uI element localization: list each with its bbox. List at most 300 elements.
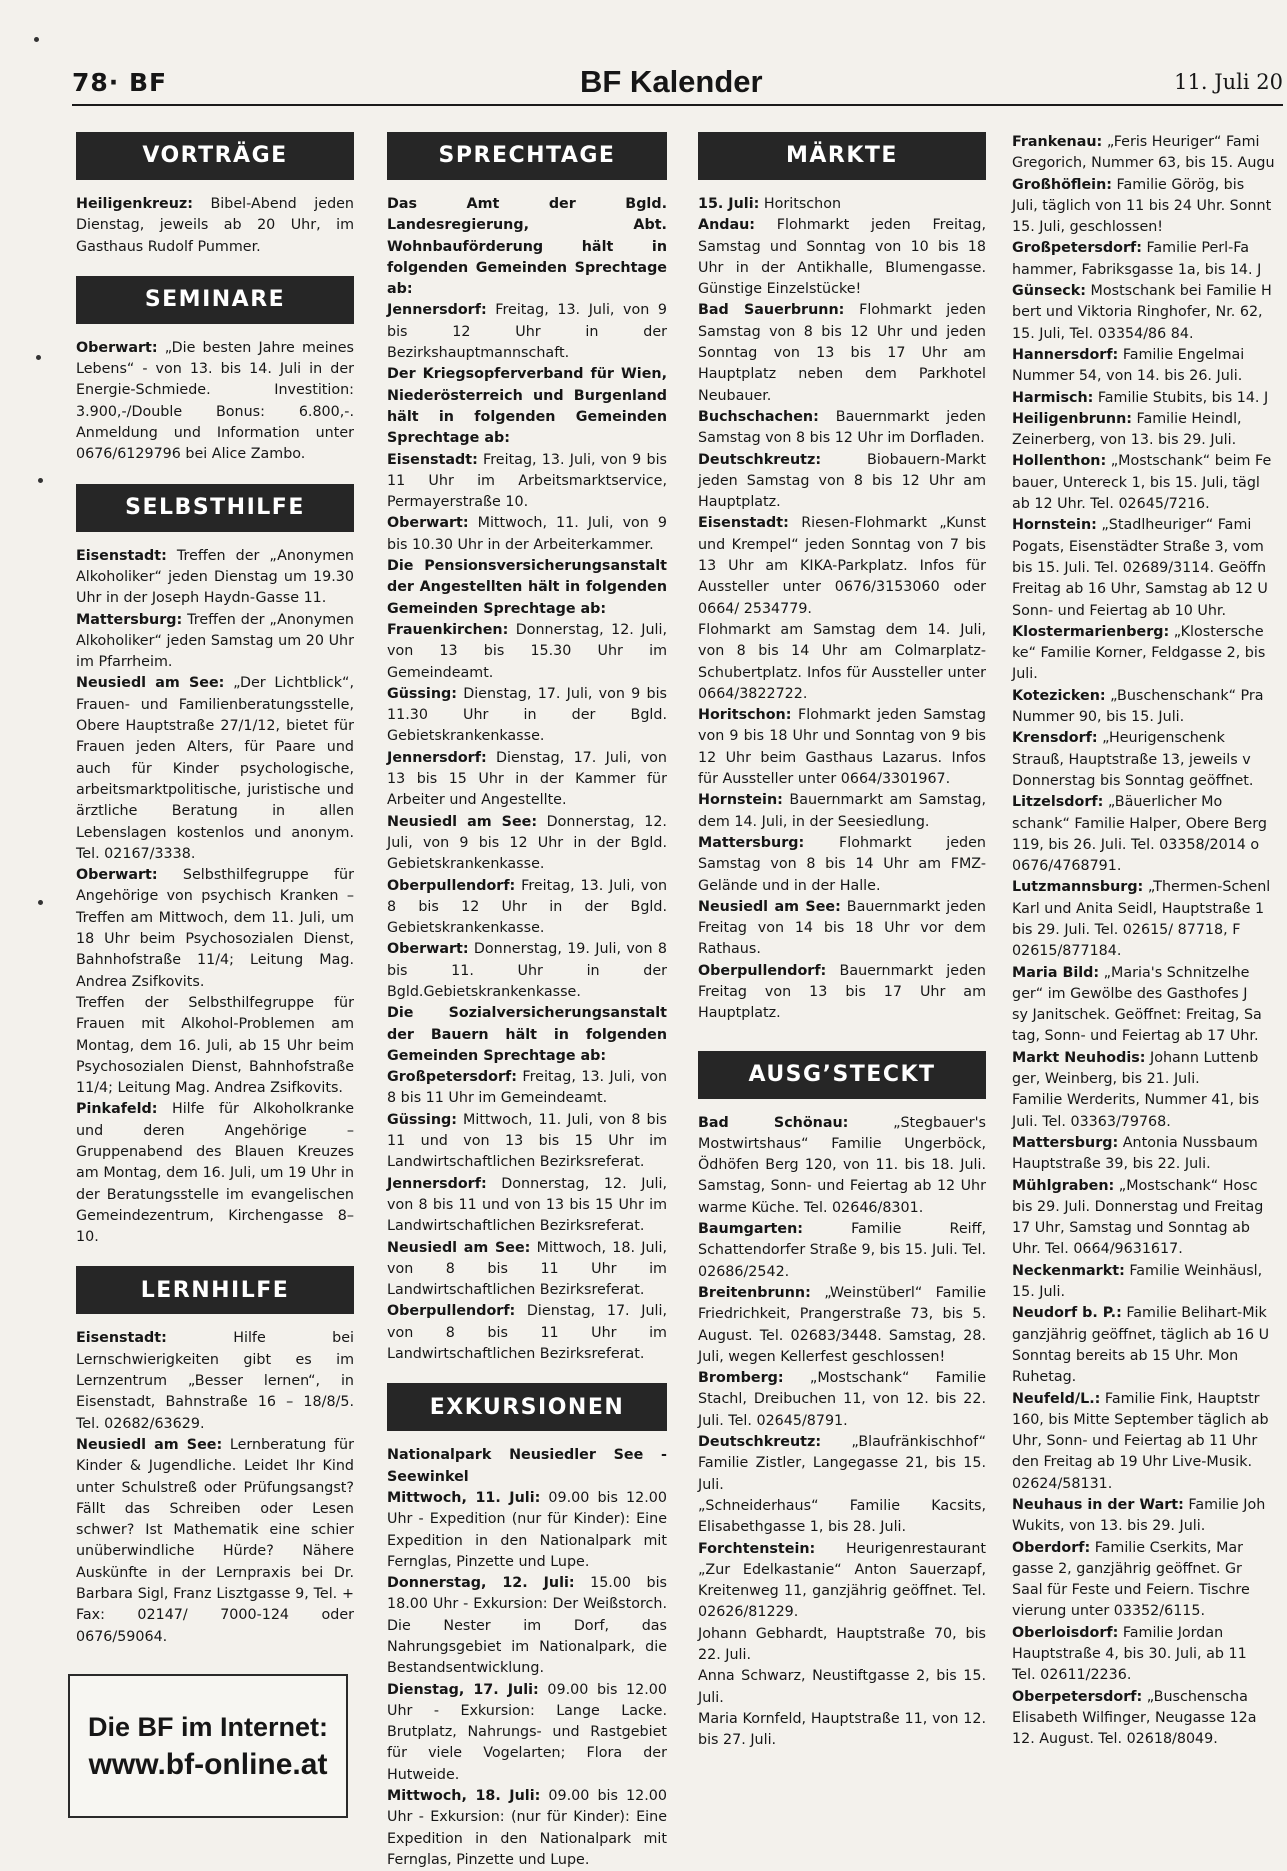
listing-text: Lernberatung für Kinder & Jugendliche. Leidet Ihr Kind unter Schulstreß oder Prüfungsangst? Fällt das Schreiben oder Lesen schwer? Ist Mathematik eine schier unüberwindliche Hürde? Nähere Auskünfte in der Lernpraxis bei Dr. Barbara Sigl, Franz Lisztgasse 9, Tel. + Fax: 02147/ 7000-124 oder 0676/59064. [76,1436,354,1645]
listing-text: Bauernmarkt jeden Samstag von 8 bis 12 Uhr im Dorfladen. [698,408,986,447]
seminare-list [76,338,354,466]
listing-text: Johann Gebhardt, Hauptstraße 70, bis 22. Juli. [698,1625,986,1663]
listing-line [1012,1325,1287,1346]
listing-entry [698,300,986,406]
listing-place: Bad Sauerbrunn: [698,302,845,319]
page-header [72,62,1283,106]
listing-place: Deutschkreutz: [698,451,822,468]
listing-place: Oberwart: [76,339,158,356]
listing-text: Strauß, Hauptstraße 13, jeweils v [1012,751,1251,768]
listing-entry [698,705,986,790]
listing-entry [387,684,667,748]
listing-place: Neuhaus in der Wart: [1012,1497,1184,1513]
listing-text: hammer, Fabriksgasse 1a, bis 14. J [1012,261,1262,278]
listing-entry [387,300,667,364]
listing-text: Hauptstraße 4, bis 30. Juli, ab 11 [1012,1646,1247,1663]
listing-line [1012,1069,1287,1090]
listing-place: Neudorf b. P.: [1012,1305,1122,1322]
listing-text: Familie Engelmai [1118,346,1245,363]
listing-line [1012,409,1287,430]
listing-text: Bauernmarkt jeden Freitag von 14 bis 18 Uhr vor dem Rathaus. [698,898,986,958]
listing-line [1012,473,1287,494]
listing-line [1012,1729,1287,1750]
listing-line [1012,792,1287,813]
listing-text: Zeinerberg, von 13. bis 29. Juli. [1012,432,1237,449]
listing-text: Johann Luttenb [1145,1049,1259,1066]
listing-line [1012,324,1287,345]
listing-text: 15. Juli. [1012,1284,1066,1301]
listing-text: Familie Belihart-Mik [1121,1305,1267,1322]
listing-line [1012,1239,1287,1260]
listing-entry [698,215,986,300]
ausgsteckt-list [698,1113,986,1752]
listing-line [1012,366,1287,387]
listing-place: Mittwoch, 18. Juli: [387,1788,541,1805]
listing-place: Litzelsdorf: [1012,794,1104,811]
section-heading-exkursionen: EXKURSIONEN [387,1383,667,1431]
listing-line [1012,771,1287,792]
listing-text: Maria Kornfeld, Hauptstraße 11, von 12. bis 27. Juli. [698,1710,986,1749]
listing-text: „Schneiderhaus“ Familie Kacsits, Elisabethgasse 1, bis 28. Juli. [698,1497,986,1536]
listing-text: Horitschon [759,196,842,212]
listing-line [1012,430,1287,451]
listing-place: Baumgarten: [698,1221,803,1238]
listing-line [1012,1197,1287,1218]
listing-line [1012,1389,1287,1410]
section-heading-ausgsteckt: AUSG’STECKT [698,1051,986,1099]
listing-text: bert und Viktoria Ringhofer, Nr. 62, [1012,304,1263,321]
website-link[interactable]: www.bf-online.at [88,1747,328,1781]
listing-place: Jennersdorf: [387,1175,487,1192]
maerkte-list [698,194,986,1025]
listing-text: „Buschenschank“ Pra [1105,687,1264,704]
listing-entry [387,1238,667,1302]
listing-place: Die Pensionsversicherungsanstalt der Angestellten hält in folgenden Gemeinden Sprechtage ab: [387,558,667,617]
listing-line [1012,664,1287,685]
listing-text: Gregorich, Nummer 63, bis 15. Augu [1012,155,1275,172]
listing-entry [698,1624,986,1667]
listing-place: Eisenstadt: [76,547,167,564]
listing-line [1012,622,1287,643]
listing-text: Mostschank bei Familie H [1086,283,1272,300]
listing-text: Familie Weinhäusl, [1124,1262,1263,1279]
listing-line [1012,1580,1287,1601]
listing-place: Großpetersdorf: [387,1069,517,1086]
listing-place: 15. Juli: [698,196,760,212]
listing-text: Familie Görög, bis [1111,176,1245,193]
listing-line [1012,1048,1287,1069]
listing-entry [698,407,986,450]
listing-place: Hollenthon: [1012,453,1107,470]
listing-line [1012,1601,1287,1622]
listing-line [1012,1218,1287,1239]
listing-place: Bromberg: [698,1370,784,1387]
listing-place: Großpetersdorf: [1012,240,1142,257]
listing-text: Donnerstag bis Sonntag geöffnet. [1012,772,1254,789]
listing-text: 12. August. Tel. 02618/8049. [1012,1731,1218,1748]
listing-text: „Der Lichtblick“, Frauen- und Familienberatungsstelle, Obere Hauptstraße 27/1/12, bietet für Frauen jeden Alters, für Paare und auch für Kinder psychologische, arbeitsmarktpolitische, juristische und ärztliche Beratung in allen Lebenslagen kostenlos und anonym. Tel. 02167/3338. [76,675,354,862]
listing-text: Familie Perl-Fa [1141,240,1249,257]
column-1 [76,130,354,1818]
listing-text: „Mostschank“ Hosc [1114,1177,1258,1194]
listing-text: Elisabeth Wilfinger, Neugasse 12a [1012,1709,1257,1726]
listing-line [1012,1559,1287,1580]
listing-text: Tel. 02611/2236. [1012,1667,1132,1684]
listing-entry [387,1680,667,1786]
listing-text: 160, bis Mitte September täglich ab [1012,1411,1269,1428]
listing-line [1012,1154,1287,1175]
listing-line [1012,856,1287,877]
listing-entry [387,513,667,556]
listing-text: 17 Uhr, Samstag und Sonntag ab [1012,1220,1250,1237]
listing-text: 119, bis 26. Juli. Tel. 03358/2014 o [1012,836,1260,853]
listing-entry [698,450,986,514]
listing-entry [387,1174,667,1238]
listing-text: schank“ Familie Halper, Obere Berg [1012,815,1267,832]
listing-text: Nummer 90, bis 15. Juli. [1012,709,1185,726]
lernhilfe-list [76,1328,354,1647]
listing-line [1012,558,1287,579]
listing-entry [387,1003,667,1067]
listing-text: Riesen-Flohmarkt „Kunst und Krempel“ jeden Sonntag von 7 bis 13 Uhr am KIKA-Parkplatz. Infos für Aussteller unter 0676/3153060 oder 0664/ 2534779. [698,515,986,617]
listing-text: Dienstag, 17. Juli, von 13 bis 15 Uhr in der Kammer für Arbeiter und Angestellte. [387,749,667,809]
listing-text: Donnerstag, 12. Juli, von 8 bis 11 und von 13 bis 15 Uhr im Landwirtschaftlichen Bezirksreferat. [387,1175,667,1235]
listing-text: Sonn- und Feiertag ab 10 Uhr. [1012,602,1227,619]
listing-text: Familie Werderits, Nummer 41, bis [1012,1092,1260,1109]
listing-text: „Klostersche [1169,623,1264,640]
listing-line [1012,1090,1287,1111]
listing-text: Flohmarkt jeden Samstag von 8 bis 14 Uhr am FMZ-Gelände und in der Halle. [698,834,986,894]
column-4-continuation [1012,132,1287,1751]
listing-entry [387,876,667,940]
listing-line [1012,1005,1287,1026]
listing-entry [698,1219,986,1283]
listing-text: gasse 2, ganzjährig geöffnet. Gr [1012,1560,1242,1577]
listing-place: Oberwart: [387,515,469,532]
listing-text: Dienstag, 17. Juli, von 9 bis 11.30 Uhr in der Bgld. Gebietskrankenkasse. [387,685,667,745]
listing-text: 09.00 bis 12.00 Uhr - Exkursion: Lange Lacke. Brutplatz, Nahrungs- und Rastgebiet für viele Vogelarten; Flora der Hutweide. [387,1681,667,1783]
listing-entry [387,1445,667,1488]
listing-text: Juli, täglich von 11 bis 24 Uhr. Sonnt [1012,197,1272,214]
listing-line [1012,1495,1287,1516]
listing-line [1012,281,1287,302]
listing-text: ke“ Familie Korner, Feldgasse 2, bis [1012,645,1266,662]
listing-text: Biobauern-Markt jeden Samstag von 8 bis 12 Uhr am Hauptplatz. [698,451,986,511]
listing-line [1012,1410,1287,1431]
listing-place: Eisenstadt: [387,451,478,468]
listing-text: Karl und Anita Seidl, Hauptstraße 1 [1012,900,1265,917]
listing-text: ganzjährig geöffnet, täglich ab 16 U [1012,1326,1270,1343]
listing-line [1012,835,1287,856]
listing-text: Wukits, von 13. bis 29. Juli. [1012,1518,1206,1535]
listing-place: Eisenstadt: [698,515,789,532]
listing-text: bis 15. Juli. Tel. 02689/3114. Geöffn [1012,559,1267,576]
listing-line [1012,1026,1287,1047]
listing-entry [387,1110,667,1174]
listing-text: „Stegbauer's Mostwirtshaus“ Familie Ungerböck, Ödhöfen Berg 120, von 11. bis 18. Juli. Samstag, Sonn- und Feiertag ab 12 Uhr warme Küche. Tel. 02646/8301. [698,1114,986,1216]
listing-text: Antonia Nussbaum [1118,1134,1258,1151]
section-heading-vortraege: VORTRÄGE [76,132,354,180]
listing-place: Oberdorf: [1012,1539,1091,1556]
listing-text: Familie Stubits, bis 14. J [1093,389,1269,406]
listing-line [1012,1367,1287,1388]
listing-line [1012,1538,1287,1559]
listing-entry [76,865,354,993]
listing-line [1012,217,1287,238]
listing-text: Freitag, 13. Juli, von 8 bis 12 Uhr in der Bgld. Gebietskrankenkasse. [387,877,667,937]
listing-text: Familie Reiff, Schattendorfer Straße 9, bis 15. Juli. Tel. 02686/2542. [698,1221,986,1280]
listing-text: 15. Juli, geschlossen! [1012,219,1164,236]
listing-text: Treffen der Selbsthilfegruppe für Frauen mit Alkohol-Problemen am Montag, dem 16. Juli, ab 15 Uhr beim Psychosozialen Dienst, Bahnhofstraße 11/4; Leitung Mag. Andrea Zsifkovits. [76,994,354,1097]
listing-entry [698,1368,986,1432]
listing-place: Oberwart: [387,941,469,958]
listing-text: tag, Sonn- und Feiertag ab 17 Uhr. [1012,1028,1259,1045]
listing-text: ger“ im Gewölbe des Gasthofes J [1012,985,1248,1002]
listing-text: „Bäuerlicher Mo [1103,794,1223,811]
listing-entry [387,1067,667,1110]
column-3 [698,130,986,1751]
listing-line [1012,920,1287,941]
listing-line [1012,750,1287,771]
listing-line [1012,196,1287,217]
listing-text: Juli. [1012,666,1038,683]
listing-line [1012,707,1287,728]
page-number: 78· BF [72,68,168,97]
scan-speck [36,355,41,360]
listing-text: Bibel-Abend jeden Dienstag, jeweils ab 20 Uhr, im Gasthaus Rudolf Pummer. [76,196,354,255]
listing-text: „Stadlheuriger“ Fami [1096,517,1252,534]
listing-text: Freitag ab 16 Uhr, Samstag ab 12 U [1012,581,1268,598]
section-heading-seminare: SEMINARE [76,276,354,324]
scan-speck [38,900,43,905]
listing-place: Oberloisdorf: [1012,1624,1119,1641]
listing-place: Jennersdorf: [387,749,487,766]
listing-text: Juli. Tel. 03363/79768. [1012,1113,1171,1130]
listing-entry [387,1786,667,1871]
section-heading-maerkte: MÄRKTE [698,132,986,180]
listing-text: „Mostschank“ Familie Stachl, Dreibuchen 11, von 12. bis 22. Juli. Tel. 02645/8791. [698,1370,986,1429]
listing-line [1012,260,1287,281]
listing-text: 09.00 bis 12.00 Uhr - Exkursion: (nur für Kinder): Eine Expedition in den Nationalpark mit Fernglas, Pinzette und Lupe. [387,1788,667,1868]
listing-text: Hilfe bei Lernschwierigkeiten gibt es im Lernzentrum „Besser lernen“, in Eisenstadt, Bahnstraße 16 – 18/8/5. Tel. 02682/63629. [76,1330,354,1432]
listing-place: Neusiedl am See: [387,1239,531,1256]
listing-entry [387,450,667,514]
listing-text: Flohmarkt jeden Samstag von 8 bis 12 Uhr und jeden Sonntag von 13 bis 17 Uhr am Hauptplatz neben dem Parkhotel Neubauer. [698,302,986,404]
listing-entry [698,1666,986,1709]
sprechtage-list [387,194,667,1365]
listing-text: Heurigenrestaurant „Zur Edelkastanie“ Anton Sauerzapf, Kreitenweg 11, ganzjährig geöffnet. Tel. 02626/81229. [698,1540,986,1621]
listing-text: Flohmarkt jeden Samstag von 9 bis 18 Uhr und Sonntag von 9 bis 12 Uhr beim Gasthaus Lazarus. Infos für Aussteller unter 0664/3301967. [698,707,986,788]
listing-place: Maria Bild: [1012,964,1100,981]
listing-place: Donnerstag, 12. Juli: [387,1575,575,1592]
listing-entry [387,620,667,684]
listing-entry [698,620,986,705]
listing-text: Uhr. Tel. 0664/9631617. [1012,1241,1183,1258]
listing-text: ger, Weinberg, bis 21. Juli. [1012,1071,1200,1088]
listing-line [1012,175,1287,196]
listing-place: Die Sozialversicherungsanstalt der Bauern hält in folgenden Gemeinden Sprechtage ab: [387,1005,667,1064]
listing-entry [387,939,667,1003]
listing-place: Güssing: [387,685,457,702]
listing-place: Jennersdorf: [387,302,487,319]
internet-promo-box [68,1674,348,1818]
listing-entry [387,812,667,876]
listing-text: Mittwoch, 18. Juli, von 8 bis 11 Uhr im Landwirtschaftlichen Bezirksreferat. [387,1239,667,1299]
listing-text: Freitag, 13. Juli, von 9 bis 11 Uhr im Arbeitsmarktservice, Permayerstraße 10. [387,451,667,511]
listing-entry [698,1709,986,1752]
listing-text: den Freitag ab 19 Uhr Live-Musik. [1012,1454,1253,1471]
listing-place: Breitenbrunn: [698,1284,811,1301]
listing-place: Oberwart: [76,867,158,884]
listing-text: „Buschenscha [1142,1688,1248,1705]
listing-line [1012,1474,1287,1495]
listing-text: Mittwoch, 11. Juli, von 9 bis 10.30 Uhr in der Arbeiterkammer. [387,515,667,553]
listing-line [1012,1687,1287,1708]
listing-text: 15. Juli, Tel. 03354/86 84. [1012,325,1194,342]
listing-place: Mattersburg: [698,834,805,851]
listing-entry [387,364,667,449]
listing-text: Flohmarkt am Samstag dem 14. Juli, von 8 bis 14 Uhr am Colmarplatz-Schubertplatz. Infos für Aussteller unter 0664/3822722. [698,621,986,702]
listing-entry [387,1573,667,1679]
listing-entry [76,546,354,610]
listing-text: Selbsthilfegruppe für Angehörige von psychisch Kranken – Treffen am Mittwoch, dem 11. Juli, um 18 Uhr beim Psychosozialen Dienst, Bahnhofstraße 11/4; Leitung Mag. Andrea Zsifkovits. [76,867,354,990]
listing-text: „Heurigenschenk [1097,730,1225,747]
listing-line [1012,388,1287,409]
listing-text: Mittwoch, 11. Juli, von 8 bis 11 und von 13 bis 15 Uhr im Landwirtschaftlichen Bezirksreferat. [387,1111,667,1171]
listing-entry [387,748,667,812]
listing-text: 02615/877184. [1012,943,1122,960]
listing-entry [698,897,986,961]
listing-entry [698,1432,986,1496]
listing-place: Hannersdorf: [1012,346,1119,363]
listing-line [1012,899,1287,920]
listing-entry [76,338,354,466]
listing-place: Hornstein: [1012,517,1097,534]
listing-line [1012,1452,1287,1473]
listing-place: Harmisch: [1012,389,1094,406]
listing-text: Donnerstag, 12. Juli, von 9 bis 12 Uhr in der Bgld. Gebietskrankenkasse. [387,813,667,873]
listing-place: Großhöflein: [1012,176,1112,193]
vortraege-list [76,194,354,258]
listing-text: 02624/58131. [1012,1475,1113,1492]
listing-text: „Thermen-Schenl [1143,879,1271,896]
listing-line [1012,814,1287,835]
listing-line [1012,1303,1287,1324]
listing-text: Uhr, Sonn- und Feiertag ab 11 Uhr [1012,1433,1258,1450]
page-title: BF Kalender [580,64,763,99]
section-heading-lernhilfe: LERNHILFE [76,1266,354,1314]
listing-line [1012,1516,1287,1537]
listing-text: Nummer 54, von 14. bis 26. Juli. [1012,368,1243,385]
listing-line [1012,1644,1287,1665]
listing-place: Dienstag, 17. Juli: [387,1681,539,1698]
listing-place: Güssing: [387,1111,457,1128]
listing-place: Oberpullendorf: [698,962,827,979]
listing-text: Sonntag bereits ab 15 Uhr. Mon [1012,1347,1239,1364]
listing-line [1012,941,1287,962]
listing-entry [387,556,667,620]
column-2 [387,130,667,1871]
listing-text: „Maria's Schnitzelhe [1099,964,1250,981]
listing-text: bis 29. Juli. Donnerstag und Freitag [1012,1198,1264,1215]
listing-line [1012,963,1287,984]
listing-text: Familie Jordan [1118,1624,1224,1641]
listing-place: Klostermarienberg: [1012,623,1170,640]
listing-place: Krensdorf: [1012,730,1098,747]
listing-line [1012,515,1287,536]
listing-text: ab 12 Uhr. Tel. 02645/7216. [1012,496,1210,513]
listing-line [1012,686,1287,707]
listing-line [1012,1282,1287,1303]
listing-text: sy Janitschek. Geöffnet: Freitag, Sa [1012,1007,1262,1024]
listing-text: Bauernmarkt jeden Freitag von 13 bis 17 Uhr am Hauptplatz. [698,962,986,1022]
listing-place: Heiligenbrunn: [1012,410,1133,427]
listing-place: Kotezicken: [1012,687,1106,704]
listing-place: Hornstein: [698,792,783,809]
listing-entry [698,1113,986,1219]
listing-entry [698,513,986,619]
listing-line [1012,1665,1287,1686]
listing-entry [698,194,986,215]
scan-speck [34,37,39,42]
listing-line [1012,1261,1287,1282]
listing-line [1012,984,1287,1005]
listing-place: Pinkafeld: [76,1101,158,1118]
listing-line [1012,643,1287,664]
listing-line [1012,1346,1287,1367]
listing-entry [387,194,667,300]
listing-place: Oberpullendorf: [387,877,516,894]
listing-line [1012,1431,1287,1452]
listing-place: Forchtenstein: [698,1540,816,1557]
internet-box-title: Die BF im Internet: [87,1711,329,1742]
listing-place: Mühlgraben: [1012,1177,1115,1194]
listing-text: Ruhetag. [1012,1369,1077,1386]
listing-text: bauer, Untereck 1, bis 15. Juli, tägl [1012,474,1260,491]
listing-place: Oberpetersdorf: [1012,1688,1143,1705]
listing-text: Donnerstag, 12. Juli, von 13 bis 15.30 Uhr im Gemeindeamt. [387,621,667,681]
listing-entry [698,833,986,897]
listing-place: Buchschachen: [698,408,819,425]
listing-line [1012,153,1287,174]
listing-entry [76,1435,354,1648]
listing-place: Das Amt der Bgld. Landesregierung, Abt. Wohnbauförderung hält in folgenden Gemeinden Sprechtage ab: [387,196,667,298]
section-heading-selbsthilfe: SELBSTHILFE [76,484,354,532]
listing-entry [698,1496,986,1539]
listing-text: 15.00 bis 18.00 Uhr - Exkursion: Der Weißstorch. Die Nester im Dorf, das Nahrungsgebiet im Nationalpark, die Bestandsentwicklung. [387,1575,668,1677]
listing-place: Günseck: [1012,283,1086,300]
selbsthilfe-list [76,546,354,1249]
listing-place: Frankenau: [1012,134,1103,150]
listing-text: Dienstag, 17. Juli, von 8 bis 11 Uhr im Landwirtschaftlichen Bezirksreferat. [387,1303,667,1363]
listing-line [1012,579,1287,600]
listing-text: Freitag, 13. Juli, von 9 bis 12 Uhr in der Bezirkshauptmannschaft. [387,302,667,362]
listing-place: Mattersburg: [76,611,183,628]
listing-place: Heiligenkreuz: [76,196,193,212]
listing-line [1012,1623,1287,1644]
listing-line [1012,537,1287,558]
listing-line [1012,877,1287,898]
listing-place: Deutschkreutz: [698,1434,822,1451]
listing-place: Lutzmannsburg: [1012,879,1144,896]
listing-line [1012,238,1287,259]
listing-place: Neckenmarkt: [1012,1262,1125,1279]
listing-text: vierung unter 03352/6115. [1012,1603,1206,1620]
listing-text: Treffen der „Anonymen Alkoholiker“ jeden Dienstag um 19.30 Uhr in der Joseph Haydn-Gasse 11. [76,547,354,607]
listing-place: Frauenkirchen: [387,621,509,638]
listing-entry [387,1301,667,1365]
listing-place: Mattersburg: [1012,1134,1119,1151]
